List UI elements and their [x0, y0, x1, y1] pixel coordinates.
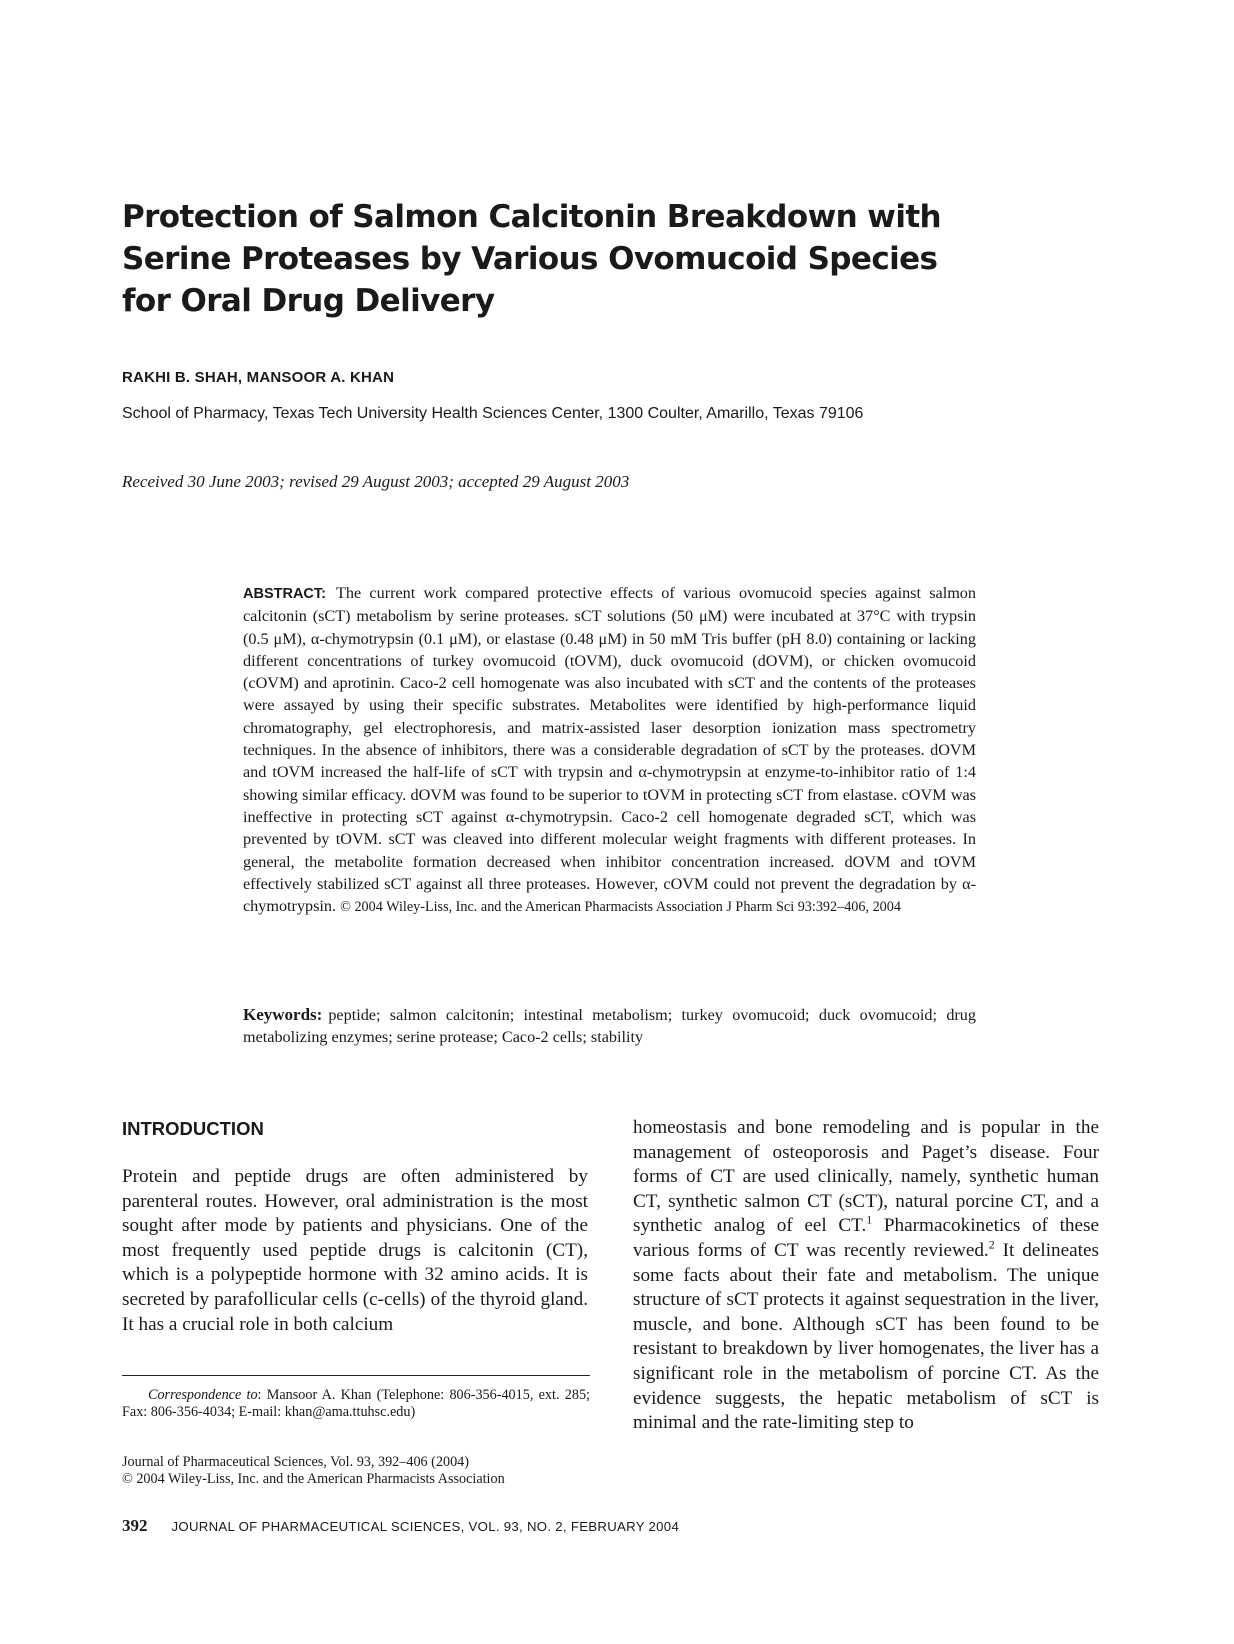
keywords-label: Keywords: [243, 1005, 323, 1024]
intro-text-part1: homeostasis and bone remodeling and is popular in the management of osteoporosis and Paget’s disease. Four forms of CT are used clinically, namely, synthetic human CT, synthetic salmon CT (sCT), natural porcine CT, and a synthetic analog of eel CT. [633, 1117, 1099, 1237]
journal-footnote [122, 1454, 590, 1488]
intro-text-part2: Pharmacokinetics of these various forms of CT was recently reviewed. [633, 1215, 1100, 1261]
introduction-right-column [633, 1116, 1099, 1436]
correspondence-label: Correspondence to [148, 1387, 258, 1403]
citation-ref-2[interactable]: 2 [988, 1237, 995, 1252]
abstract-block [243, 582, 976, 918]
footnote-divider [122, 1375, 590, 1376]
page-number: 392 [122, 1516, 148, 1535]
abstract-copyright: © 2004 Wiley-Liss, Inc. and the American Pharmacists Association J Pharm Sci 93:392–406, 2004 [340, 899, 901, 916]
introduction-left-column: Protein and peptide drugs are often administered by parenteral routes. However, oral administration is the most sought after mode by patients and physicians. One of the most frequently used peptide drugs is calcitonin (CT), which is a polypeptide hormone with 32 amino acids. It is secreted by parafollicular cells (c-cells) of the thyroid gland. It has a crucial role in both calcium [122, 1166, 588, 1335]
abstract-label: ABSTRACT: [243, 586, 326, 602]
copyright-line: © 2004 Wiley-Liss, Inc. and the American Pharmacists Association [122, 1471, 505, 1488]
citation-ref-1[interactable]: 1 [866, 1212, 873, 1227]
abstract-text: The current work compared protective effects of various ovomucoid species against salmon calcitonin (sCT) metabolism by serine proteases. sCT solutions (50 μM) were incubated at 37°C with trypsin (0.5 μM), α-chymotrypsin (0.1 μM), or elastase (0.48 μM) in 50 mM Tris buffer (pH 8.0) containing or lacking different concentrations of turkey ovomucoid (tOVM), duck ovomucoid (dOVM), or chicken ovomucoid (cOVM) and aprotinin. Caco-2 cell homogenate was also incubated with sCT and the contents of the proteases were assayed by using their specific substrates. Metabolites were identified by high-performance liquid chromatography, gel electrophoresis, and matrix-assisted laser desorption ionization mass spectrometry techniques. In the absence of inhibitors, there was a considerable degradation of sCT by the proteases. dOVM and tOVM increased the half-life of sCT with trypsin and α-chymotrypsin at enzyme-to-inhibitor ratio of 1:4 showing similar efficacy. dOVM was found to be superior to tOVM in protecting sCT from elastase. cOVM was ineffective in protecting sCT against α-chymotrypsin. Caco-2 cell homogenate degraded sCT, which was prevented by tOVM. sCT was cleaved into different molecular weight fragments with different proteases. In general, the metabolite formation decreased when inhibitor concentration increased. dOVM and tOVM effectively stabilized sCT against all three proteases. However, cOVM could not prevent the degradation by α-chymotrypsin. [243, 584, 976, 916]
author-list: RAKHI B. SHAH, MANSOOR A. KHAN [122, 369, 395, 386]
intro-text-part3: It delineates some facts about their fate and metabolism. The unique structure of sCT protects it against sequestration in the liver, muscle, and bone. Although sCT has been found to be resistant to breakdown by liver homogenates, the liver has a significant role in the metabolism of porcine CT. As the evidence suggests, the hepatic metabolism of sCT is minimal and the rate-limiting step to [633, 1239, 1099, 1434]
page-footer [122, 1516, 679, 1536]
section-heading-introduction: INTRODUCTION [122, 1118, 264, 1139]
keywords-text: peptide; salmon calcitonin; intestinal metabolism; turkey ovomucoid; duck ovomucoid; drug metabolizing enzymes; serine protease; Caco-2 cells; stability [243, 1006, 976, 1047]
correspondence-footnote [122, 1387, 590, 1421]
correspondence-text: : Mansoor A. Khan (Telephone: 806-356-4015, ext. 285; Fax: 806-356-4034; E-mail: khan@ama.ttuhsc.edu) [122, 1387, 590, 1421]
running-title: JOURNAL OF PHARMACEUTICAL SCIENCES, VOL. 93, NO. 2, FEBRUARY 2004 [171, 1519, 680, 1534]
author-affiliation: School of Pharmacy, Texas Tech University Health Sciences Center, 1300 Coulter, Amarillo, Texas 79106 [122, 405, 864, 422]
keywords-block [243, 1004, 976, 1049]
article-title: Protection of Salmon Calcitonin Breakdown with Serine Proteases by Various Ovomucoid Species for Oral Drug Delivery [122, 199, 942, 319]
journal-citation-line: Journal of Pharmaceutical Sciences, Vol. 93, 392–406 (2004) [122, 1454, 469, 1470]
publication-dates: Received 30 June 2003; revised 29 August 2003; accepted 29 August 2003 [122, 472, 630, 491]
